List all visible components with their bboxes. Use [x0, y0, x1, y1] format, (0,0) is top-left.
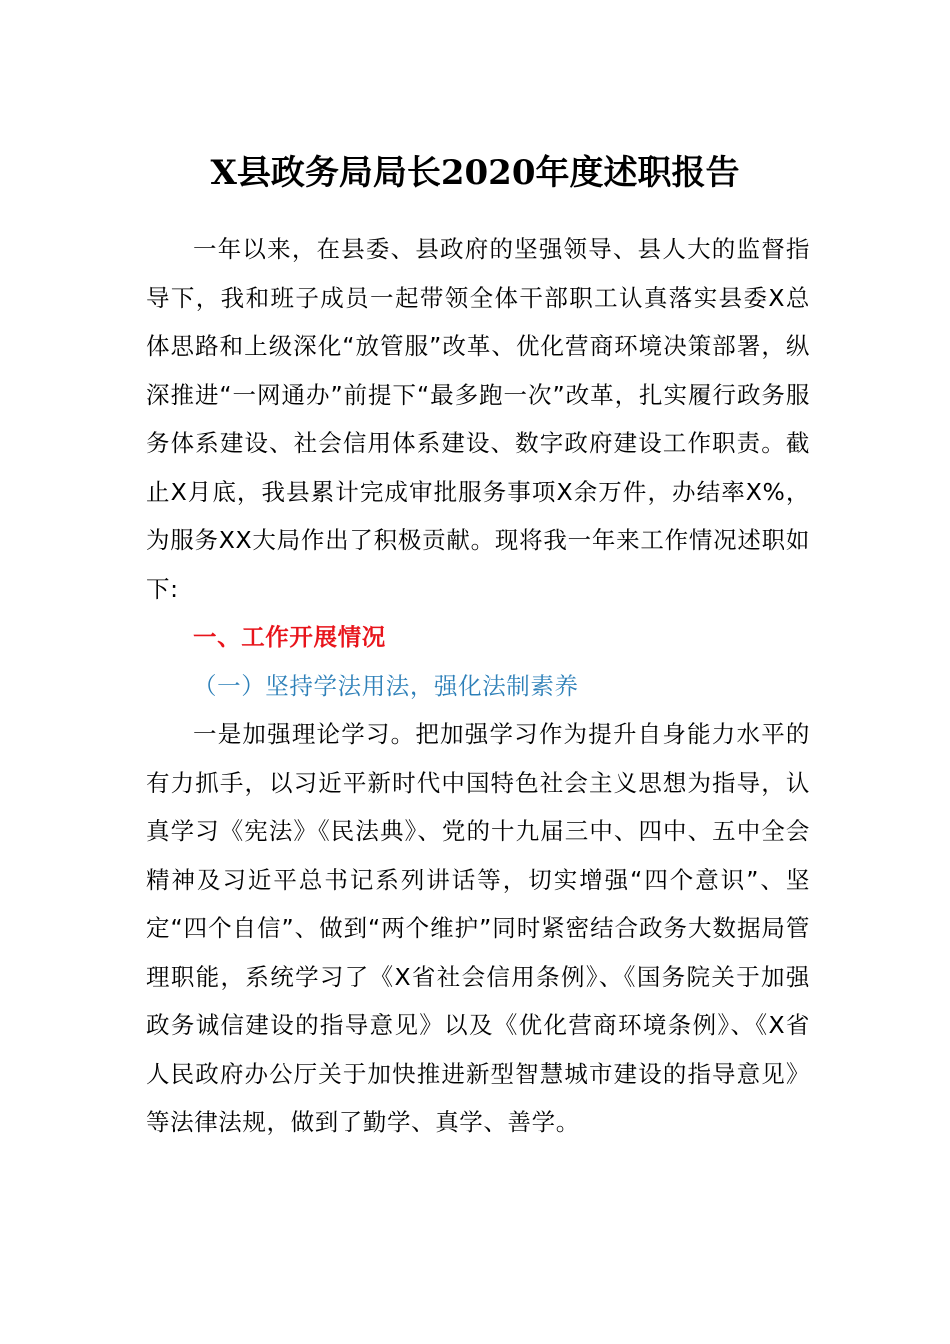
document-body: [146, 225, 810, 1147]
section-heading: 一、工作开展情况: [193, 623, 386, 651]
body-paragraph: 一是加强理论学习。把加强学习作为提升自身能力水平的有力抓手，以习近平新时代中国特色社会主义思想为指导，认真学习《宪法》《民法典》、党的十九届三中、四中、五中全会精神及习近平总书记系列讲话等，切实增强“四个意识”、坚定“四个自信”、做到“两个维护”同时紧密结合政务大数据局管理职能，系统学习了《X省社会信用条例》、《国务院关于加强政务诚信建设的指导意见》以及《优化营商环境条例》、《X省人民政府办公厅关于加快推进新型智慧城市建设的指导意见》等法律法规，做到了勤学、真学、善学。: [146, 720, 810, 1136]
subsection-heading: （一）坚持学法用法，强化法制素养: [193, 671, 579, 700]
intro-paragraph: 一年以来，在县委、县政府的坚强领导、县人大的监督指导下，我和班子成员一起带领全体干部职工认真落实县委X总体思路和上级深化“放管服”改革、优化营商环境决策部署，纵深推进“一网通办”前提下“最多跑一次”改革，扎实履行政务服务体系建设、社会信用体系建设、数字政府建设工作职责。截止X月底，我县累计完成审批服务事项X余万件，办结率X%，为服务XX大局作出了积极贡献。现将我一年来工作情况述职如下:: [146, 235, 810, 603]
document-title: X县政务局局长2020年度述职报告: [210, 153, 740, 193]
